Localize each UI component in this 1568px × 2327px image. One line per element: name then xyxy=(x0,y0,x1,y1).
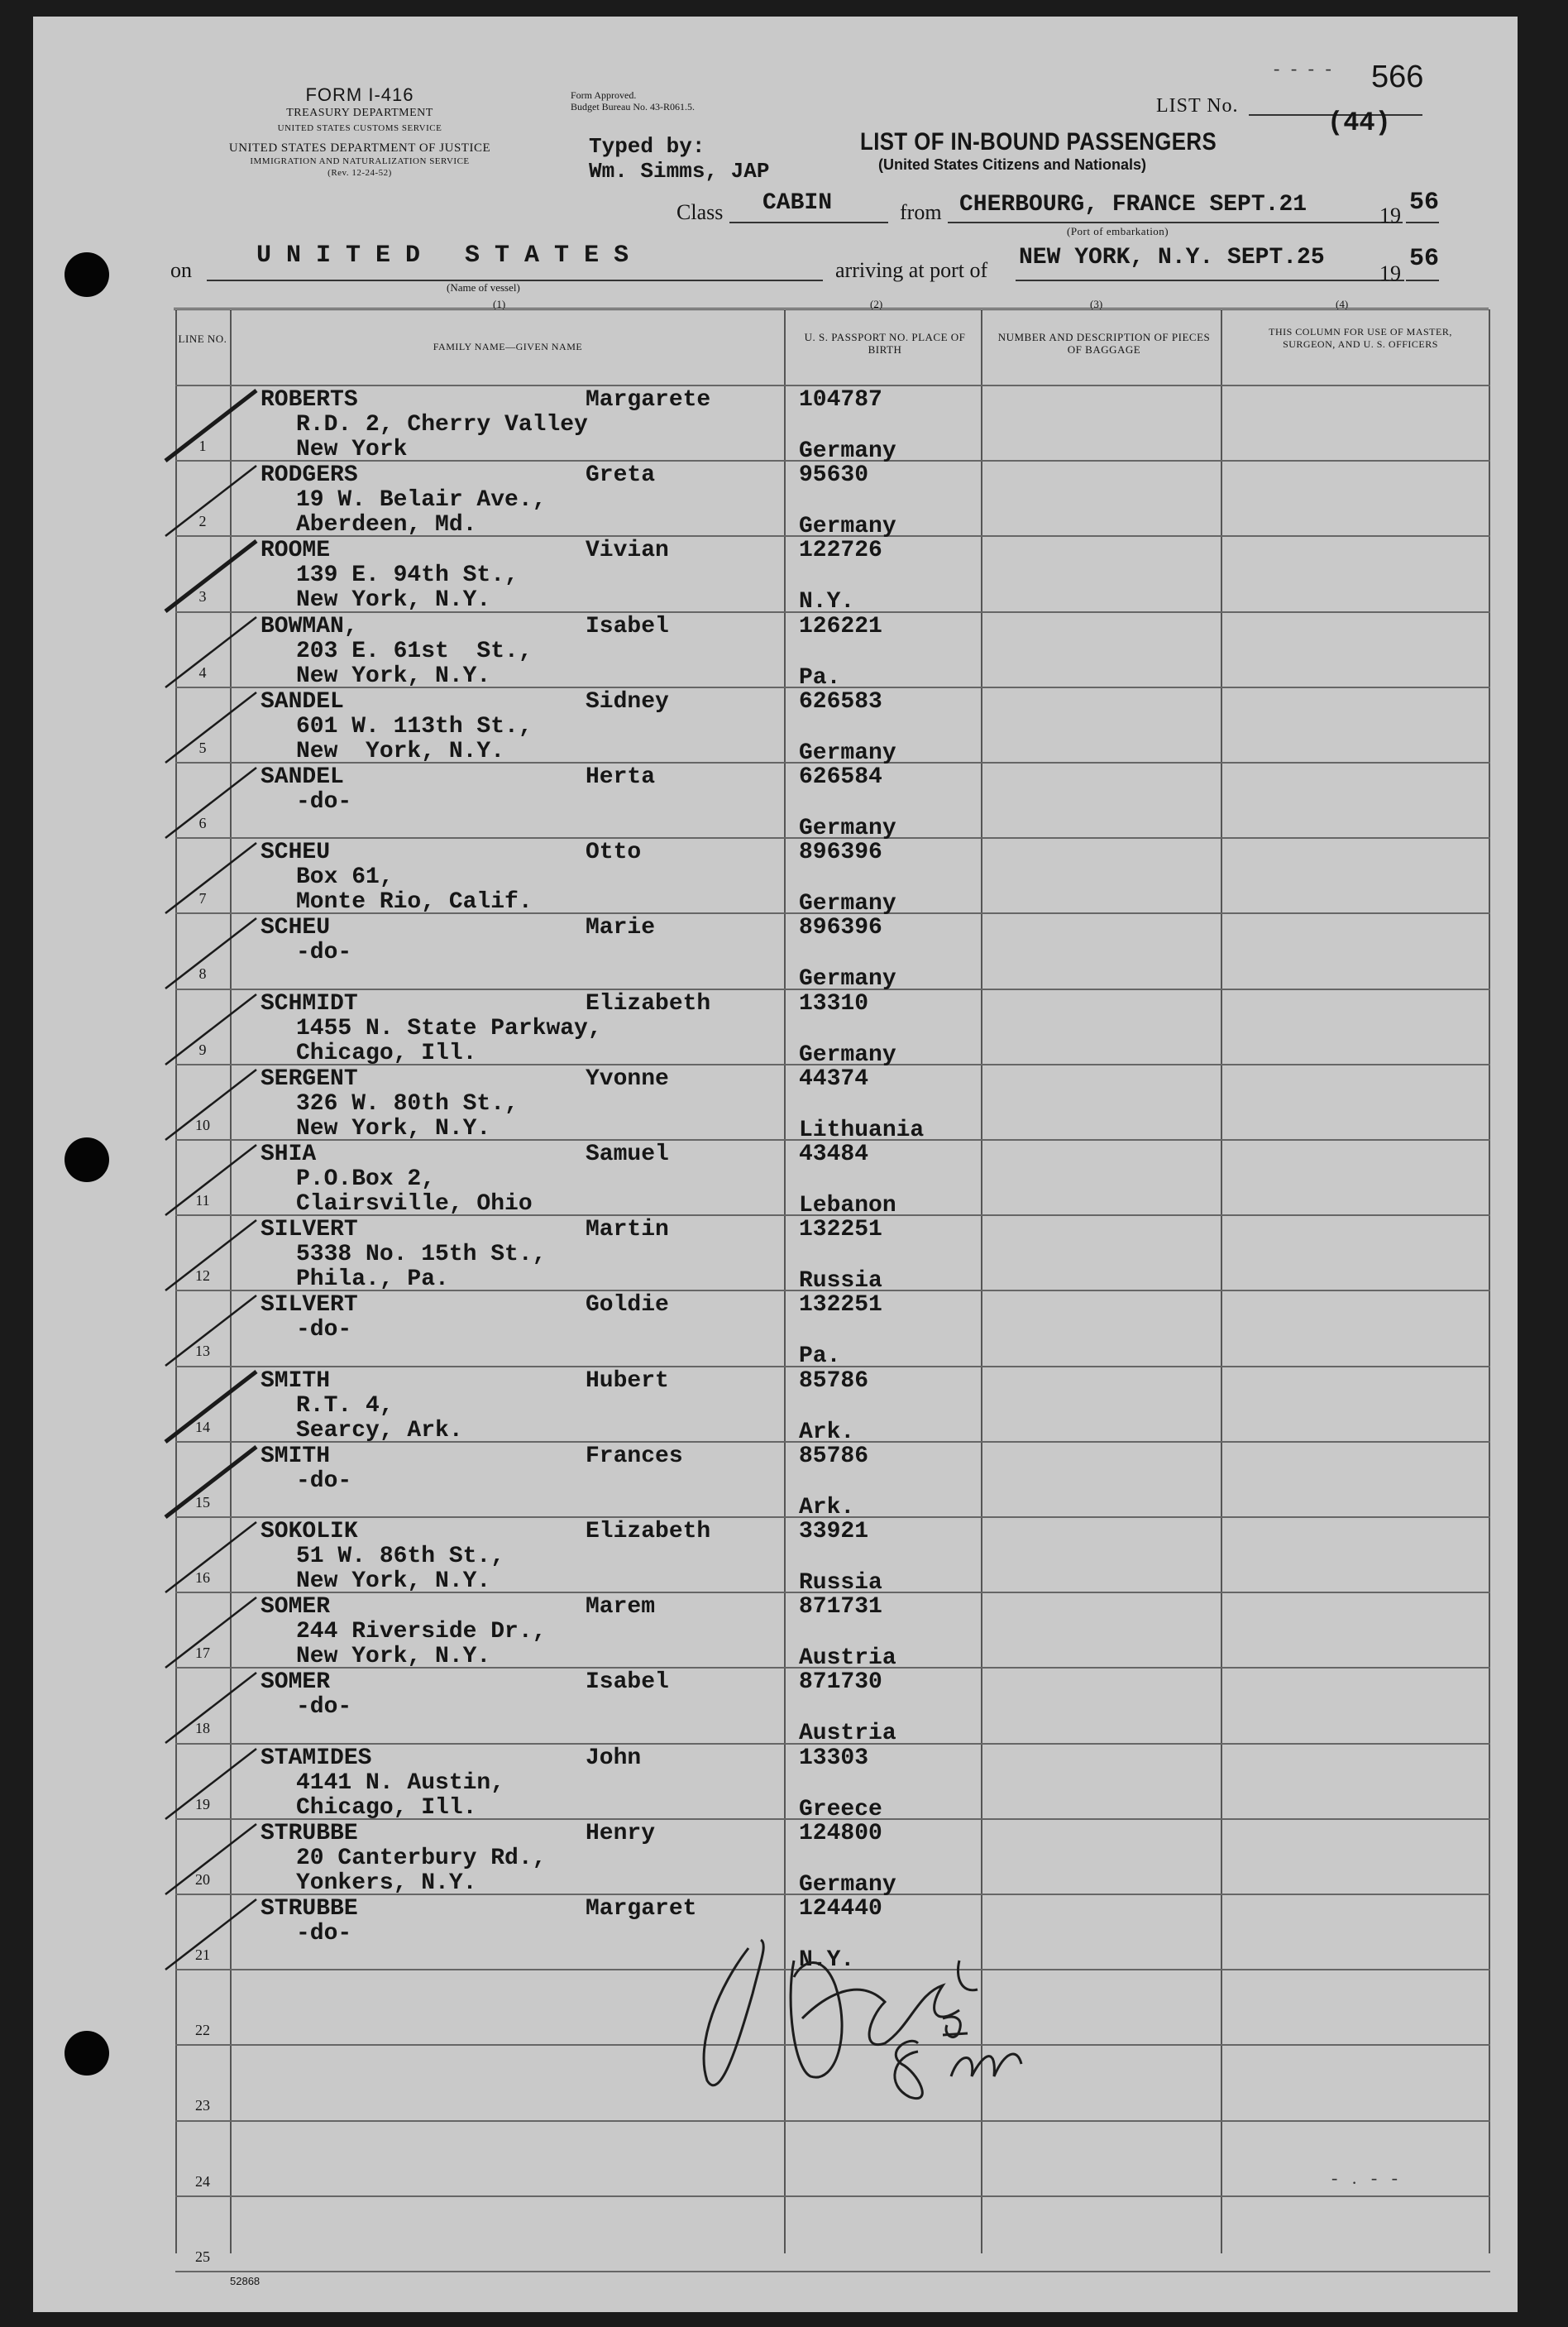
passport-number: 896396 xyxy=(799,840,882,866)
given-name: Elizabeth xyxy=(586,990,711,1017)
given-name: Samuel xyxy=(586,1142,669,1167)
vessel-name: U N I T E D S T A T E S xyxy=(256,242,629,270)
col-header-line: LINE NO. xyxy=(178,333,227,345)
class-underline xyxy=(729,222,888,223)
address-line-1: 203 E. 61st St., xyxy=(296,638,533,664)
class-value: CABIN xyxy=(762,190,833,216)
line-number: 22 xyxy=(195,2022,210,2039)
line-number: 11 xyxy=(195,1192,210,1209)
passport-number: 85786 xyxy=(799,1443,869,1469)
place-of-birth: Pa. xyxy=(799,664,841,691)
line-number: 15 xyxy=(195,1493,210,1511)
list-no-label: LIST No. xyxy=(1156,95,1239,117)
vessel-caption: (Name of vessel) xyxy=(447,281,520,294)
line-number: 10 xyxy=(195,1116,210,1133)
given-name: John xyxy=(586,1745,642,1771)
place-of-birth: Germany xyxy=(799,891,896,917)
justice-block xyxy=(157,141,562,179)
list-stamp: 566 xyxy=(1371,60,1424,94)
address-line-1: 139 E. 94th St., xyxy=(296,563,519,589)
given-name: Henry xyxy=(586,1820,656,1846)
given-name: Isabel xyxy=(586,613,669,639)
title-block xyxy=(860,128,1356,174)
col-rule-baggage xyxy=(1221,309,1222,2253)
place-of-birth: Austria xyxy=(799,1721,896,1747)
given-name: Vivian xyxy=(586,538,669,564)
family-name: SHIA xyxy=(261,1142,317,1167)
from-label: from xyxy=(900,200,942,224)
check-mark-icon xyxy=(157,1887,289,1978)
passport-number: 95630 xyxy=(799,462,869,489)
address-line-1: 244 Riverside Dr., xyxy=(296,1619,547,1645)
address-line-2: Searcy, Ark. xyxy=(296,1417,463,1444)
address-line-2: New York xyxy=(296,437,408,462)
line-number: 7 xyxy=(198,890,207,907)
address-line-2: New York, N.Y. xyxy=(296,738,505,764)
passport-number: 104787 xyxy=(799,387,882,413)
line-number: 4 xyxy=(198,663,207,681)
address-line-2: Chicago, Ill. xyxy=(296,1794,477,1821)
passport-number: 132251 xyxy=(799,1217,882,1243)
passport-number: 626584 xyxy=(799,764,882,790)
address-line-1: -do- xyxy=(296,1468,352,1494)
line-number: 21 xyxy=(195,1946,210,1963)
address-line-1: -do- xyxy=(296,940,352,966)
customs-service: UNITED STATES CUSTOMS SERVICE xyxy=(277,123,442,133)
passport-number: 132251 xyxy=(799,1292,882,1319)
address-line-1: -do- xyxy=(296,789,352,815)
line-number: 3 xyxy=(198,588,207,606)
form-id: FORM I-416 xyxy=(305,84,414,105)
col-num-3: (3) xyxy=(1090,298,1103,310)
line-number: 23 xyxy=(195,2097,210,2114)
form-id-block xyxy=(256,84,463,136)
manifest-page xyxy=(33,17,1518,2312)
year-embark-underline xyxy=(1406,222,1439,223)
arrival-value: NEW YORK, N.Y. SEPT.25 xyxy=(1019,245,1325,271)
line-number: 5 xyxy=(198,739,207,756)
given-name: Otto xyxy=(586,840,642,866)
line-number: 13 xyxy=(195,1343,210,1360)
col-header-name: FAMILY NAME—GIVEN NAME xyxy=(433,341,583,352)
address-line-2: Clairsville, Ohio xyxy=(296,1191,533,1217)
passport-number: 124800 xyxy=(799,1820,882,1846)
from-underline xyxy=(948,222,1403,223)
place-of-birth: Germany xyxy=(799,966,896,993)
passport-number: 871730 xyxy=(799,1669,882,1696)
place-of-birth: Ark. xyxy=(799,1494,855,1520)
family-name: SMITH xyxy=(261,1443,331,1469)
address-line-2: Phila., Pa. xyxy=(296,1266,449,1293)
form-number: 52868 xyxy=(230,2275,261,2287)
family-name: SANDEL xyxy=(261,764,344,790)
arriving-label: arriving at port of xyxy=(835,258,988,282)
typed-by-label: Typed by: xyxy=(589,134,705,159)
place-of-birth: Germany xyxy=(799,1871,896,1898)
punch-hole-middle xyxy=(65,1137,109,1182)
address-line-1: -do- xyxy=(296,1694,352,1721)
immigration-service: IMMIGRATION AND NATURALIZATION SERVICE xyxy=(250,156,470,166)
row-rule xyxy=(175,2271,1490,2272)
place-of-birth: N.Y. xyxy=(799,1947,855,1973)
col-rule-right xyxy=(1489,309,1490,2253)
address-line-1: 326 W. 80th St., xyxy=(296,1090,519,1117)
line-number: 9 xyxy=(198,1041,207,1058)
year-prefix-arrive: 19 xyxy=(1379,261,1401,285)
line-number: 20 xyxy=(195,1870,210,1888)
given-name: Marem xyxy=(586,1594,656,1621)
line-number: 1 xyxy=(198,438,207,454)
address-line-1: 19 W. Belair Ave., xyxy=(296,487,547,514)
from-value: CHERBOURG, FRANCE SEPT.21 xyxy=(959,192,1307,218)
address-line-1: -do- xyxy=(296,1317,352,1343)
passport-number: 33921 xyxy=(799,1519,869,1544)
line-number: 19 xyxy=(195,1795,210,1812)
place-of-birth: Russia xyxy=(799,1570,882,1596)
inspector-signature xyxy=(670,1911,1100,2126)
typed-by-name: Wm. Simms, JAP xyxy=(589,159,770,184)
col-header-officers: THIS COLUMN FOR USE OF MASTER, SURGEON, AND U. S. OFFICERS xyxy=(1269,326,1452,350)
family-name: SCHEU xyxy=(261,915,331,941)
punch-hole-bottom xyxy=(65,2031,109,2076)
passport-number: 13303 xyxy=(799,1745,869,1771)
address-line-1: 1455 N. State Parkway, xyxy=(296,1015,602,1041)
address-line-2: New York, N.Y. xyxy=(296,1568,491,1594)
list-number: (44) xyxy=(1327,108,1391,138)
justice-dept: UNITED STATES DEPARTMENT OF JUSTICE xyxy=(228,141,491,155)
address-line-1: R.T. 4, xyxy=(296,1392,394,1419)
address-line-1: 20 Canterbury Rd., xyxy=(296,1845,547,1871)
family-name: ROOME xyxy=(261,538,331,564)
col-num-2: (2) xyxy=(870,298,883,310)
address-line-1: 4141 N. Austin, xyxy=(296,1769,505,1796)
given-name: Sidney xyxy=(586,688,669,715)
family-name: SERGENT xyxy=(261,1065,358,1092)
list-stamp-dashes: - - - - xyxy=(1274,58,1335,79)
given-name: Herta xyxy=(586,764,656,790)
passport-number: 871731 xyxy=(799,1594,882,1621)
given-name: Frances xyxy=(586,1443,683,1469)
given-name: Isabel xyxy=(586,1669,669,1696)
year-arrive-underline xyxy=(1406,280,1439,281)
place-of-birth: N.Y. xyxy=(799,589,855,615)
col-num-4: (4) xyxy=(1336,298,1349,310)
place-of-birth: Austria xyxy=(799,1645,896,1672)
given-name: Marie xyxy=(586,915,656,941)
family-name: STRUBBE xyxy=(261,1896,358,1922)
family-name: SCHEU xyxy=(261,840,331,866)
place-of-birth: Germany xyxy=(799,438,896,464)
given-name: Martin xyxy=(586,1217,669,1243)
family-name: SOMER xyxy=(261,1669,331,1696)
place-of-birth: Germany xyxy=(799,816,896,841)
address-line-1: P.O.Box 2, xyxy=(296,1166,436,1192)
address-line-1: Box 61, xyxy=(296,864,394,891)
arrival-underline xyxy=(1016,280,1404,281)
given-name: Margaret xyxy=(586,1896,697,1922)
line-number: 18 xyxy=(195,1720,210,1737)
passport-number: 43484 xyxy=(799,1142,869,1167)
address-line-1: 601 W. 113th St., xyxy=(296,713,533,740)
year-arrive: 56 xyxy=(1409,245,1440,273)
row-rule xyxy=(175,2195,1490,2197)
line-number: 24 xyxy=(195,2172,210,2190)
family-name: SOMER xyxy=(261,1594,331,1621)
rev-date: (Rev. 12-24-52) xyxy=(327,168,392,178)
line-number: 12 xyxy=(195,1267,210,1285)
family-name: SILVERT xyxy=(261,1217,358,1243)
place-of-birth: Greece xyxy=(799,1796,882,1822)
address-line-2: New York, N.Y. xyxy=(296,1644,491,1670)
year-prefix-embark: 19 xyxy=(1379,203,1401,227)
year-embark: 56 xyxy=(1409,189,1440,217)
col-header-passport: U. S. PASSPORT NO. PLACE OF BIRTH xyxy=(804,331,966,356)
passport-number: 122726 xyxy=(799,538,882,564)
col-header-baggage: NUMBER AND DESCRIPTION OF PIECES OF BAGGAGE xyxy=(997,331,1211,356)
table-top-rule xyxy=(174,308,1489,310)
line-number: 8 xyxy=(198,965,207,983)
address-line-2: Aberdeen, Md. xyxy=(296,512,477,539)
family-name: SILVERT xyxy=(261,1292,358,1319)
address-line-2: New York, N.Y. xyxy=(296,1115,491,1142)
place-of-birth: Germany xyxy=(799,514,896,540)
treasury-dept: TREASURY DEPARTMENT xyxy=(286,107,433,119)
col-num-1: (1) xyxy=(493,298,506,310)
given-name: Hubert xyxy=(586,1367,669,1394)
passport-number: 126221 xyxy=(799,613,882,639)
family-name: STRUBBE xyxy=(261,1820,358,1846)
family-name: SOKOLIK xyxy=(261,1519,358,1544)
typed-by-block xyxy=(589,134,769,184)
form-approved: Form Approved. xyxy=(571,89,637,101)
approved-block xyxy=(571,89,695,113)
port-embark-caption: (Port of embarkation) xyxy=(1067,225,1169,237)
page-title: LIST OF IN-BOUND PASSENGERS xyxy=(860,128,1217,156)
passport-number: 626583 xyxy=(799,688,882,715)
class-label: Class xyxy=(676,200,724,224)
line-number: 6 xyxy=(198,815,207,831)
given-name: Yvonne xyxy=(586,1065,669,1092)
corner-dashes: - . - - xyxy=(1331,2167,1403,2188)
budget-bureau: Budget Bureau No. 43-R061.5. xyxy=(571,101,695,113)
on-label: on xyxy=(170,258,192,282)
passport-number: 124440 xyxy=(799,1896,882,1922)
given-name: Margarete xyxy=(586,387,711,413)
family-name: ROBERTS xyxy=(261,387,358,413)
line-number: 25 xyxy=(195,2248,210,2265)
address-line-1: 5338 No. 15th St., xyxy=(296,1242,547,1268)
address-line-2: Monte Rio, Calif. xyxy=(296,889,533,916)
family-name: RODGERS xyxy=(261,462,358,489)
address-line-2: Chicago, Ill. xyxy=(296,1040,477,1066)
place-of-birth: Ark. xyxy=(799,1419,855,1445)
page-subtitle: (United States Citizens and Nationals) xyxy=(878,156,1147,173)
passport-number: 13310 xyxy=(799,990,869,1017)
family-name: STAMIDES xyxy=(261,1745,372,1771)
family-name: SCHMIDT xyxy=(261,990,358,1017)
line-number: 16 xyxy=(195,1569,210,1586)
family-name: SMITH xyxy=(261,1367,331,1394)
passport-number: 85786 xyxy=(799,1367,869,1394)
address-line-1: -do- xyxy=(296,1921,352,1946)
family-name: SANDEL xyxy=(261,688,344,715)
passport-number: 896396 xyxy=(799,915,882,941)
address-line-1: R.D. 2, Cherry Valley xyxy=(296,412,588,438)
passport-number: 44374 xyxy=(799,1065,869,1092)
address-line-1: 51 W. 86th St., xyxy=(296,1544,505,1569)
family-name: BOWMAN, xyxy=(261,613,358,639)
place-of-birth: Lebanon xyxy=(799,1193,896,1219)
address-line-2: Yonkers, N.Y. xyxy=(296,1870,477,1896)
punch-hole-top xyxy=(65,252,109,297)
place-of-birth: Germany xyxy=(799,740,896,766)
given-name: Elizabeth xyxy=(586,1519,711,1544)
place-of-birth: Russia xyxy=(799,1268,882,1295)
address-line-2: New York, N.Y. xyxy=(296,587,491,614)
address-line-2: New York, N.Y. xyxy=(296,663,491,689)
line-number: 17 xyxy=(195,1645,210,1662)
place-of-birth: Pa. xyxy=(799,1343,841,1370)
header-rule xyxy=(175,385,1490,386)
place-of-birth: Lithuania xyxy=(799,1117,925,1143)
given-name: Greta xyxy=(586,462,656,489)
place-of-birth: Germany xyxy=(799,1041,896,1068)
line-number: 2 xyxy=(198,513,207,530)
line-number: 14 xyxy=(195,1418,210,1435)
given-name: Goldie xyxy=(586,1292,669,1319)
